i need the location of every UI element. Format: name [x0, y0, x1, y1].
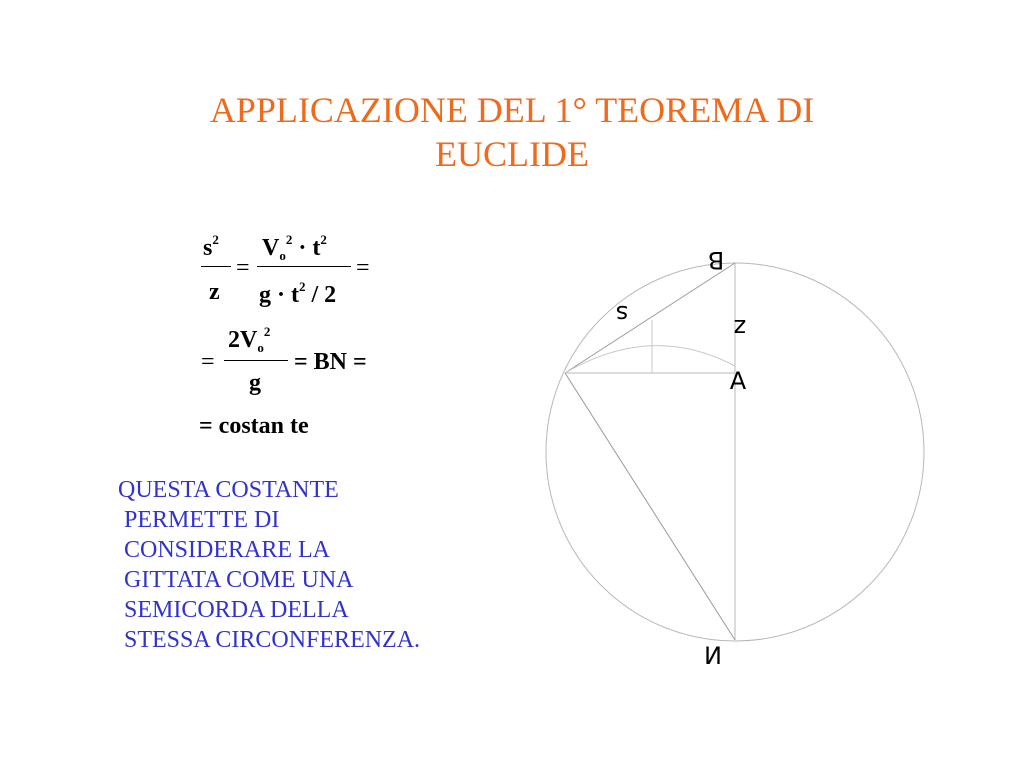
label-z: z [733, 314, 747, 342]
bn-equality: = BN = [294, 349, 367, 375]
label-N: N [704, 642, 722, 670]
chord-s [565, 263, 735, 373]
f1-denominator: z [209, 279, 220, 305]
title-line-1: APPLICAZIONE DEL 1° TEOREMA DI [209, 90, 815, 130]
explanation-text: QUESTA COSTANTE PERMETTE DI CONSIDERARE LA GITTATA COME UNA SEMICORDA DELLA STESSA CIRCONFERENZA. [118, 477, 421, 653]
label-B: B [707, 246, 725, 274]
equals-sign: = [236, 255, 250, 281]
costante-line: = costan te [199, 413, 309, 439]
trajectory-arc [565, 346, 735, 373]
f2-denominator: $g \cdot t^2 / 2$ [259, 279, 337, 308]
equals-sign: = [201, 349, 215, 375]
equals-sign: = [356, 255, 370, 281]
f2-numerator: $V_o^2 \cdot t^2$ [262, 232, 327, 263]
f3-numerator: $2V_o^2$ [228, 324, 271, 355]
label-s: s [615, 300, 629, 328]
label-A: A [729, 367, 747, 395]
f1-numerator: $s^2$ [203, 232, 219, 261]
chord-to-N [565, 373, 735, 640]
f3-denominator: g [249, 370, 261, 396]
title-line-2: EUCLIDE [435, 134, 589, 174]
